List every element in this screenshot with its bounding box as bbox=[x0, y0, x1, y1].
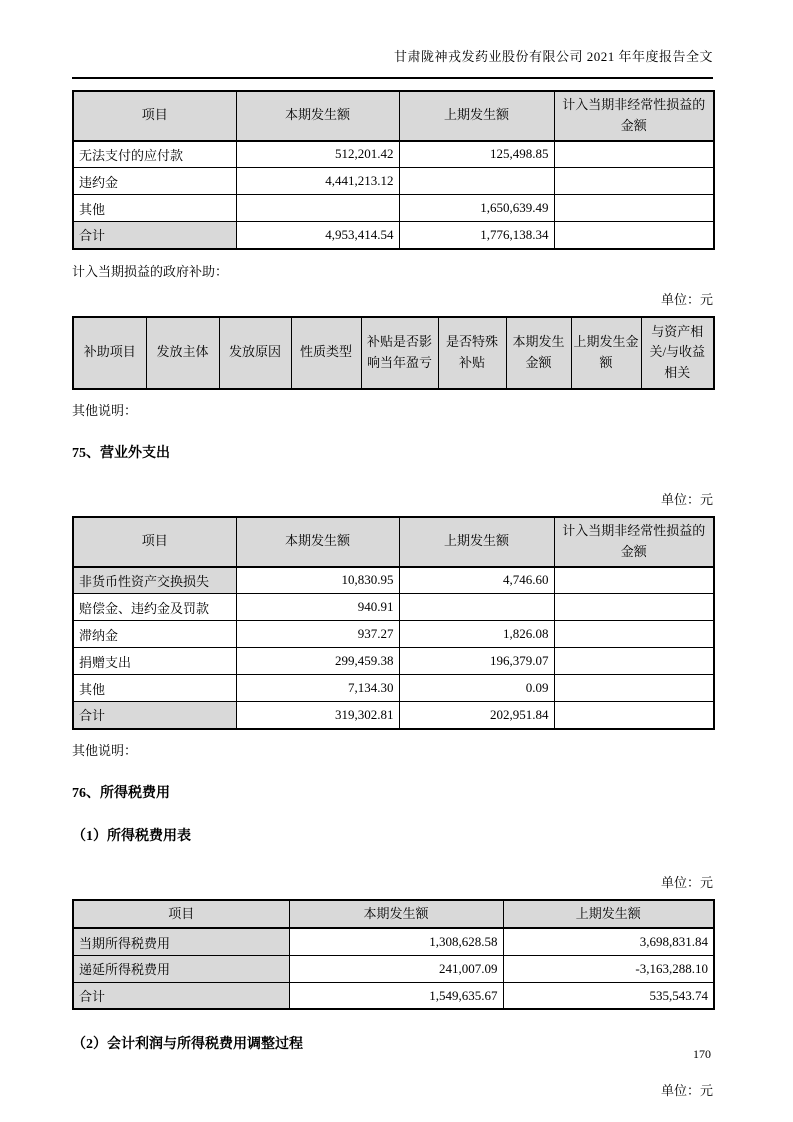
cell-prior: 3,698,831.84 bbox=[503, 928, 714, 955]
column-header-reason: 发放原因 bbox=[219, 317, 291, 389]
table-row-total bbox=[73, 982, 714, 1009]
section-76-2-heading: （2）会计利润与所得税费用调整过程 bbox=[72, 1037, 303, 1053]
cell-nonrecurring bbox=[554, 168, 714, 195]
nonoperating-income-table bbox=[72, 90, 715, 250]
cell-prior: 1,776,138.34 bbox=[399, 222, 554, 249]
document-header bbox=[72, 46, 713, 79]
table-row-total bbox=[73, 702, 714, 729]
table-row bbox=[73, 594, 714, 621]
column-header-current: 本期发生额 bbox=[289, 900, 503, 929]
cell-prior: 196,379.07 bbox=[399, 648, 554, 675]
row-label: 捐赠支出 bbox=[73, 648, 236, 675]
cell-current: 10,830.95 bbox=[236, 567, 399, 594]
cell-current: 512,201.42 bbox=[236, 141, 399, 168]
column-header-prior: 上期发生额 bbox=[399, 91, 554, 141]
cell-current: 937.27 bbox=[236, 621, 399, 648]
column-header-item: 项目 bbox=[73, 900, 289, 929]
column-header-current: 本期发生额 bbox=[236, 517, 399, 567]
cell-nonrecurring bbox=[554, 594, 714, 621]
cell-prior: 1,650,639.49 bbox=[399, 195, 554, 222]
column-header-grantor: 发放主体 bbox=[146, 317, 219, 389]
cell-current: 4,441,213.12 bbox=[236, 168, 399, 195]
cell-nonrecurring bbox=[554, 648, 714, 675]
cell-nonrecurring bbox=[554, 141, 714, 168]
table-row bbox=[73, 567, 714, 594]
table-header-row bbox=[73, 517, 714, 567]
unit-label: 单位：元 bbox=[660, 291, 713, 307]
row-label: 其他 bbox=[73, 195, 236, 222]
column-header-prior-amount: 上期发生金额 bbox=[571, 317, 641, 389]
column-header-subsidy-item: 补助项目 bbox=[73, 317, 146, 389]
table-header-row bbox=[73, 91, 714, 141]
table-row bbox=[73, 675, 714, 702]
table-row bbox=[73, 648, 714, 675]
section-76-1-heading: （1）所得税费用表 bbox=[72, 828, 191, 844]
table-header-row bbox=[73, 317, 714, 389]
column-header-nonrecurring: 计入当期非经常性损益的金额 bbox=[554, 517, 714, 567]
cell-prior: -3,163,288.10 bbox=[503, 955, 714, 982]
cell-prior: 125,498.85 bbox=[399, 141, 554, 168]
table-row bbox=[73, 168, 714, 195]
table-row bbox=[73, 928, 714, 955]
gov-grant-intro: 计入当期损益的政府补助： bbox=[72, 263, 229, 279]
table-row bbox=[73, 955, 714, 982]
unit-label: 单位：元 bbox=[660, 491, 713, 507]
row-label: 当期所得税费用 bbox=[73, 928, 289, 955]
row-label: 赔偿金、违约金及罚款 bbox=[73, 594, 236, 621]
cell-nonrecurring bbox=[554, 702, 714, 729]
cell-current: 7,134.30 bbox=[236, 675, 399, 702]
cell-prior bbox=[399, 168, 554, 195]
column-header-item: 项目 bbox=[73, 91, 236, 141]
row-label: 滞纳金 bbox=[73, 621, 236, 648]
column-header-item: 项目 bbox=[73, 517, 236, 567]
cell-prior: 202,951.84 bbox=[399, 702, 554, 729]
row-label: 其他 bbox=[73, 675, 236, 702]
cell-current: 940.91 bbox=[236, 594, 399, 621]
cell-current: 1,549,635.67 bbox=[289, 982, 503, 1009]
other-note: 其他说明： bbox=[72, 402, 138, 418]
table-row bbox=[73, 621, 714, 648]
row-label: 递延所得税费用 bbox=[73, 955, 289, 982]
row-label-total: 合计 bbox=[73, 982, 289, 1009]
income-tax-table bbox=[72, 899, 715, 1011]
cell-current bbox=[236, 195, 399, 222]
column-header-prior: 上期发生额 bbox=[399, 517, 554, 567]
cell-nonrecurring bbox=[554, 567, 714, 594]
cell-prior: 0.09 bbox=[399, 675, 554, 702]
cell-nonrecurring bbox=[554, 195, 714, 222]
cell-current: 4,953,414.54 bbox=[236, 222, 399, 249]
cell-prior: 1,826.08 bbox=[399, 621, 554, 648]
column-header-asset-income-related: 与资产相关/与收益相关 bbox=[641, 317, 714, 389]
section-76-heading: 76、所得税费用 bbox=[72, 785, 170, 801]
row-label: 非货币性资产交换损失 bbox=[73, 567, 236, 594]
page-number: 170 bbox=[693, 1047, 711, 1061]
cell-current: 1,308,628.58 bbox=[289, 928, 503, 955]
cell-nonrecurring bbox=[554, 621, 714, 648]
table-row bbox=[73, 141, 714, 168]
section-75-heading: 75、营业外支出 bbox=[72, 445, 170, 461]
column-header-prior: 上期发生额 bbox=[503, 900, 714, 929]
row-label: 违约金 bbox=[73, 168, 236, 195]
unit-label: 单位：元 bbox=[660, 1083, 713, 1099]
cell-prior bbox=[399, 594, 554, 621]
nonoperating-expense-table bbox=[72, 516, 715, 730]
row-label-total: 合计 bbox=[73, 702, 236, 729]
table-header-row bbox=[73, 900, 714, 929]
cell-prior: 4,746.60 bbox=[399, 567, 554, 594]
column-header-current-amount: 本期发生金额 bbox=[506, 317, 571, 389]
cell-current: 319,302.81 bbox=[236, 702, 399, 729]
other-note: 其他说明： bbox=[72, 742, 138, 758]
table-row bbox=[73, 195, 714, 222]
cell-prior: 535,543.74 bbox=[503, 982, 714, 1009]
column-header-nature: 性质类型 bbox=[291, 317, 361, 389]
cell-current: 241,007.09 bbox=[289, 955, 503, 982]
column-header-current: 本期发生额 bbox=[236, 91, 399, 141]
table-row-total bbox=[73, 222, 714, 249]
cell-nonrecurring bbox=[554, 222, 714, 249]
cell-current: 299,459.38 bbox=[236, 648, 399, 675]
column-header-special: 是否特殊补贴 bbox=[438, 317, 506, 389]
column-header-affects-pl: 补贴是否影响当年盈亏 bbox=[361, 317, 438, 389]
row-label-total: 合计 bbox=[73, 222, 236, 249]
row-label: 无法支付的应付款 bbox=[73, 141, 236, 168]
gov-subsidy-table bbox=[72, 316, 715, 390]
report-title: 甘肃陇神戎发药业股份有限公司 2021 年年度报告全文 bbox=[393, 49, 713, 64]
cell-nonrecurring bbox=[554, 675, 714, 702]
unit-label: 单位：元 bbox=[660, 874, 713, 890]
column-header-nonrecurring: 计入当期非经常性损益的金额 bbox=[554, 91, 714, 141]
